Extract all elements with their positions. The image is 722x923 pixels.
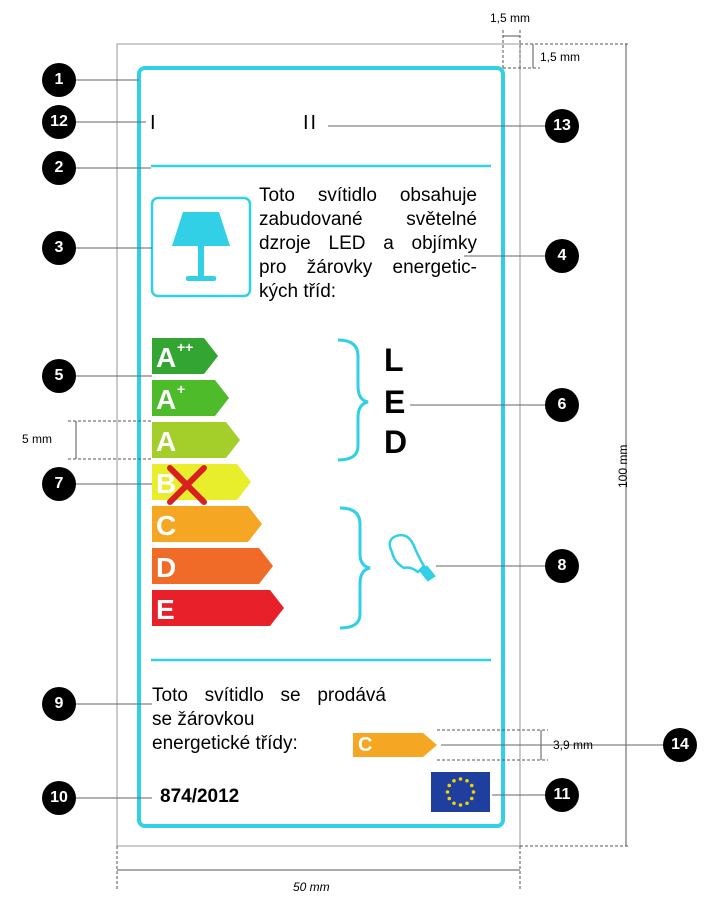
description-block [259,184,477,304]
callout-11: 11 [545,778,579,812]
description-line: Toto svítidlo obsahuje [259,185,477,206]
dim-small-arrow-label: 3,9 mm [553,738,594,752]
callout-4: 4 [545,239,579,273]
eu-star [465,779,469,783]
energy-class-letter: D [156,552,177,583]
energy-class-letter: C [156,510,177,541]
eu-star [447,797,451,801]
energy-class-arrows [152,338,284,626]
eu-star [470,784,474,788]
energy-class-letter: B [156,468,177,499]
eu-star [470,797,474,801]
description-line: kých tříd: [259,281,337,302]
energy-class-superscript: + [177,381,186,397]
energy-class-superscript: ++ [177,339,194,355]
callout-13: 13 [545,109,579,143]
lamp-icon [172,212,230,281]
energy-class-letter: A [156,342,177,373]
eu-star [459,803,463,807]
dim-height-label: 100 mm [616,444,630,488]
eu-star [465,801,469,805]
sold-with-line: se žárovkou [152,709,255,730]
eu-star [459,777,463,781]
dim-bar-height-label: 5 mm [22,432,52,446]
eu-star [452,779,456,783]
energy-class-letter: A [156,384,177,415]
callout-2: 2 [42,151,76,185]
sold-with-line: Toto svítidlo se prodává [152,685,386,706]
eu-star [446,790,450,794]
callout-14: 14 [663,728,697,762]
callout-6: 6 [545,388,579,422]
energy-class-letter: A [156,426,177,457]
description-line: zabudované světelné [259,209,477,230]
sold-with-class-letter: C [358,734,373,756]
callout-12: 12 [42,105,76,139]
callout-3: 3 [42,231,76,265]
eu-star [472,790,476,794]
roman-one: I [150,112,156,134]
dim-margin-side-label: 1,5 mm [540,50,581,64]
bulb-icon [390,535,434,580]
roman-two: II [303,112,319,134]
led-letter: D [384,424,408,460]
dim-margin-top-label: 1,5 mm [490,11,531,25]
brace-led [338,340,368,460]
eu-star [452,801,456,805]
callout-10: 10 [42,781,76,815]
callout-9: 9 [42,687,76,721]
brace-bulb [340,508,370,628]
led-letter: L [384,342,404,378]
callout-5: 5 [42,359,76,393]
callout-1: 1 [42,63,76,97]
sold-with-line: energetické třídy: [152,733,298,754]
regulation-number: 874/2012 [160,786,240,807]
eu-star [447,784,451,788]
led-letter: E [384,384,406,420]
description-line: pro žárovky energetic- [259,257,477,278]
description-line: dzroje LED a objímky [259,233,477,254]
energy-class-letter: E [156,594,175,625]
callout-7: 7 [42,467,76,501]
dim-width-label: 50 mm [293,880,330,894]
callout-8: 8 [545,549,579,583]
sold-with-block [152,684,386,756]
